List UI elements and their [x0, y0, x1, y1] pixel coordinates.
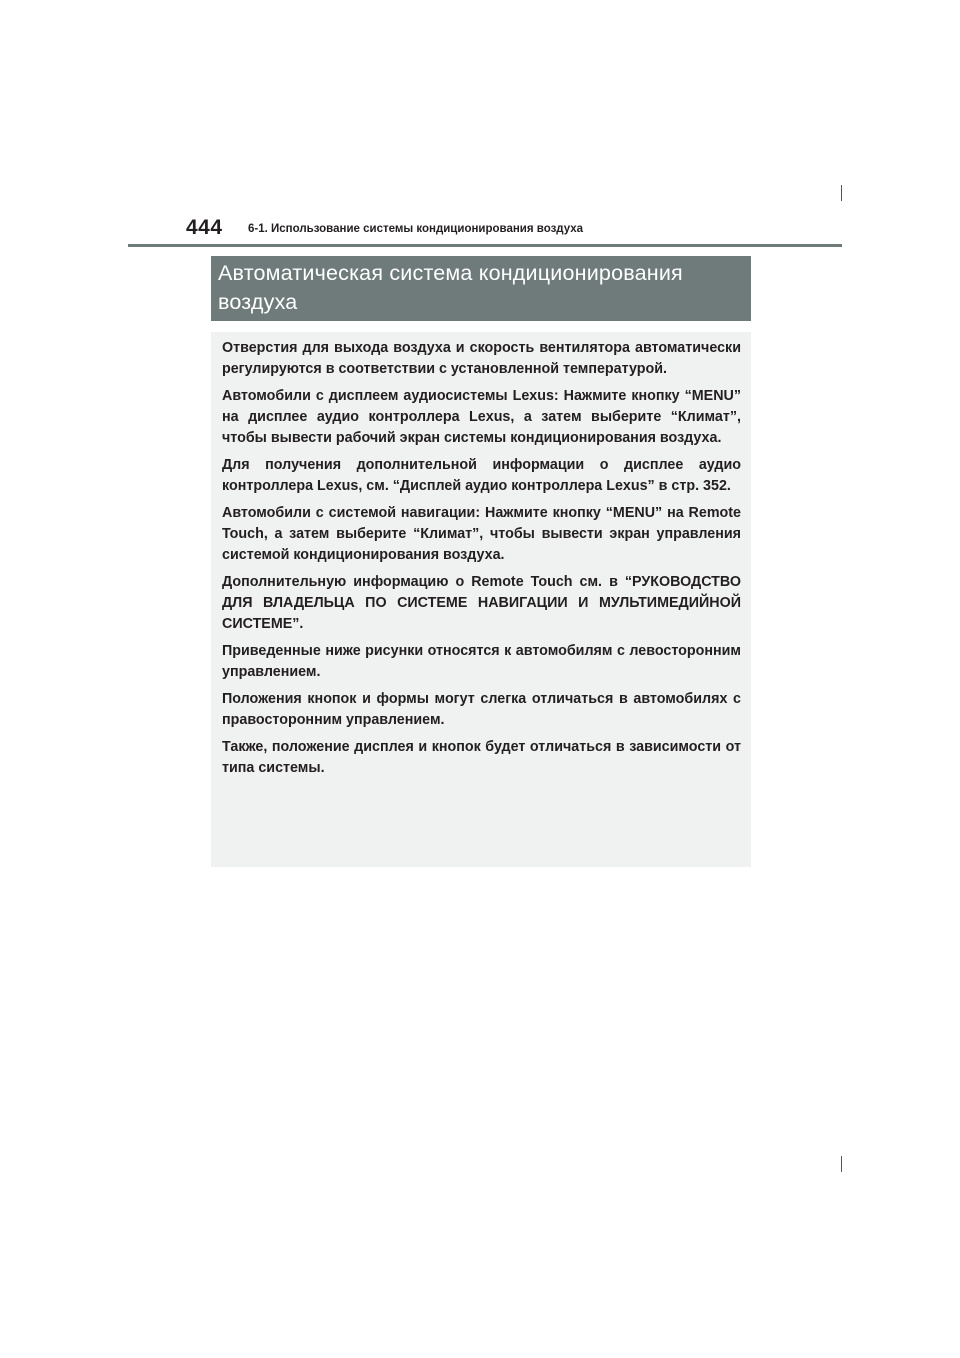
header-rule [128, 244, 842, 247]
page-title: Автоматическая система кондиционирования воздуха [218, 261, 683, 314]
paragraph-navigation-reference: Дополнительную информацию о Remote Touch см. в “РУКОВОДСТВО ДЛЯ ВЛАДЕЛЬЦА ПО СИСТЕМЕ НАВИГАЦИИ И МУЛЬТИМЕДИЙНОЙ СИСТЕМЕ”. [222, 574, 741, 632]
info-box [211, 332, 751, 867]
crop-mark-bottom [841, 1156, 842, 1172]
paragraph-intro: Отверстия для выхода воздуха и скорость вентилятора автоматически регулируются в соответствии с установленной температурой. [222, 340, 741, 377]
paragraph-audio-display: Автомобили с дисплеем аудиосистемы Lexus: Нажмите кнопку “MENU” на дисплее аудио контроллера Lexus, а затем выберите “Климат”, чтобы вывести рабочий экран системы кондиционирования воздуха. [222, 388, 741, 446]
paragraph-lhd-note: Приведенные ниже рисунки относятся к автомобилям с левосторонним управлением. [222, 643, 741, 680]
paragraph-audio-reference: Для получения дополнительной информации о дисплее аудио контроллера Lexus, см. “Дисплей аудио контроллера Lexus” в стр. 352. [222, 457, 741, 494]
paragraph-system-note: Также, положение дисплея и кнопок будет отличаться в зависимости от типа системы. [222, 739, 741, 776]
title-banner [211, 256, 751, 321]
paragraph-rhd-note: Положения кнопок и формы могут слегка отличаться в автомобилях с правосторонним управлением. [222, 691, 741, 728]
page-number: 444 [186, 216, 223, 239]
crop-mark-top [841, 185, 842, 201]
paragraph-navigation: Автомобили с системой навигации: Нажмите кнопку “MENU” на Remote Touch, а затем выберите “Климат”, чтобы вывести экран управления системой кондиционирования воздуха. [222, 505, 741, 563]
section-title: 6-1. Использование системы кондиционирования воздуха [248, 223, 584, 235]
